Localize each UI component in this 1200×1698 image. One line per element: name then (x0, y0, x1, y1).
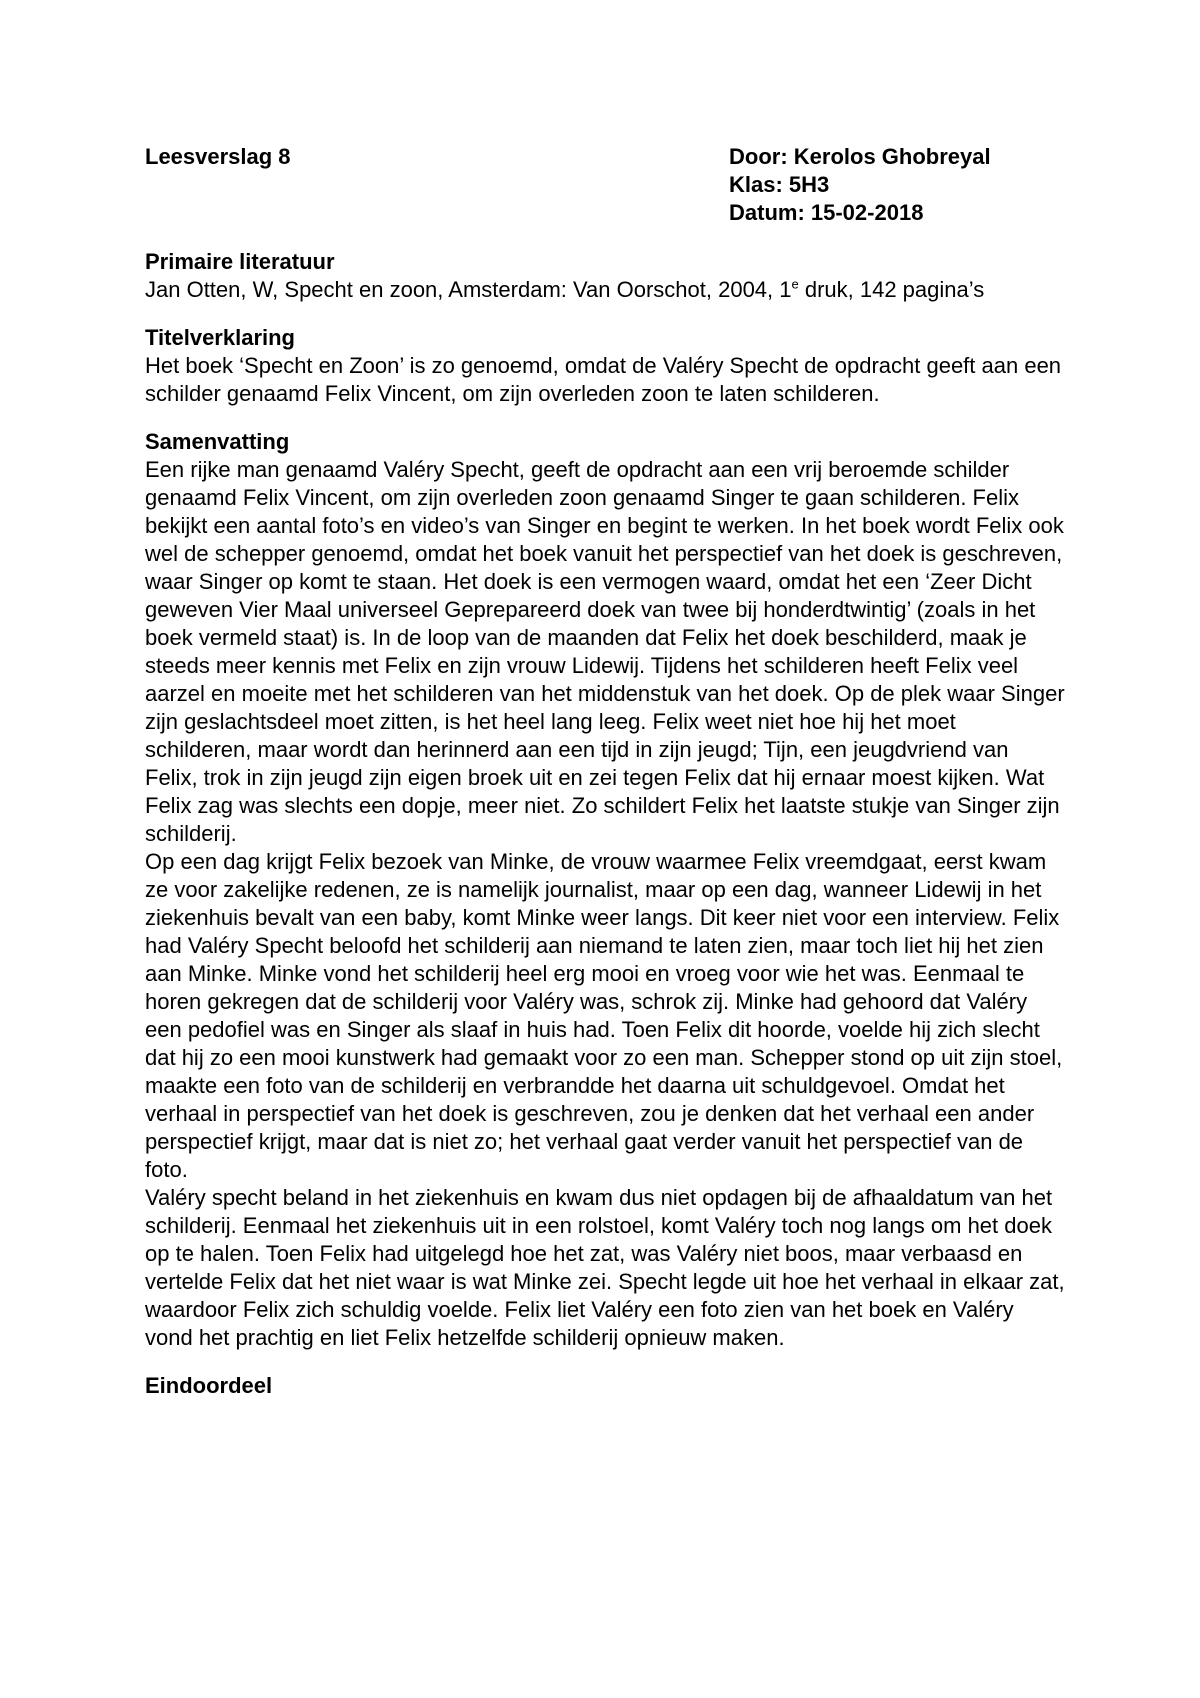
date-line: Datum: 15-02-2018 (729, 200, 924, 225)
summary-heading: Samenvatting (145, 429, 290, 454)
summary-paragraph: Op een dag krijgt Felix bezoek van Minke, de vrouw waarmee Felix vreemdgaat, eerst kwam ze voor zakelijke redenen, ze is namelijk journalist, maar op een dag, wanneer Lidewij in het ziekenhuis bevalt van een baby, komt Minke weer langs. Dit keer niet voor een interview. Felix had Valéry Specht beloofd het schilderij aan niemand te laten zien, maar toch liet hij het zien aan Minke. Minke vond het schilderij heel erg mooi en vroeg voor wie het was. Eenmaal te horen gekregen dat de schilderij voor Valéry was, schrok zij. Minke had gehoord dat Valéry een pedofiel was en Singer als slaaf in huis had. Toen Felix dit hoorde, voelde hij zich slecht dat hij zo een mooi kunstwerk had gemaakt voor zo een man. Schepper stond op uit zijn stoel, maakte een foto van de schilderij en verbrandde het daarna uit schuldgevoel. Omdat het verhaal in perspectief van het doek is geschreven, zou je denken dat het verhaal een ander perspectief krijgt, maar dat is niet zo; het verhaal gaat verder vanuit het perspectief van de foto. (145, 849, 1063, 1182)
document-header (145, 143, 1065, 228)
primary-literature-heading: Primaire literatuur (145, 249, 335, 274)
title-explanation-heading: Titelverklaring (145, 325, 295, 350)
citation-text-end: druk, 142 pagina’s (798, 277, 985, 302)
title-explanation-section (145, 324, 1065, 408)
title-explanation-text: Het boek ‘Specht en Zoon’ is zo genoemd, omdat de Valéry Specht de opdracht geeft aan een schilder genaamd Felix Vincent, om zijn overleden zoon te laten schilderen. (145, 353, 1062, 406)
final-verdict-section (145, 1372, 1065, 1400)
final-verdict-heading: Eindoordeel (145, 1373, 273, 1398)
document-meta (729, 143, 991, 227)
primary-literature-text (145, 276, 1065, 304)
summary-paragraph: Valéry specht beland in het ziekenhuis en kwam dus niet opdagen bij de afhaaldatum van het schilderij. Eenmaal het ziekenhuis uit in een rolstoel, komt Valéry toch nog langs om het doek op te halen. Toen Felix had uitgelegd hoe het zat, was Valéry niet boos, maar verbaasd en vertelde Felix dat het niet waar is wat Minke zei. Specht legde uit hoe het verhaal in elkaar zat, waardoor Felix zich schuldig voelde. Felix liet Valéry een foto zien van het boek en Valéry vond het prachtig en liet Felix hetzelfde schilderij opnieuw maken. (145, 1185, 1065, 1350)
author-line: Door: Kerolos Ghobreyal (729, 144, 991, 169)
summary-section (145, 428, 1065, 1352)
document-page (145, 143, 1065, 1400)
edition-superscript: e (791, 276, 799, 292)
class-line: Klas: 5H3 (729, 172, 830, 197)
primary-literature-section (145, 248, 1065, 304)
summary-paragraph: Een rijke man genaamd Valéry Specht, geeft de opdracht aan een vrij beroemde schilder genaamd Felix Vincent, om zijn overleden zoon genaamd Singer te gaan schilderen. Felix bekijkt een aantal foto’s en video’s van Singer en begint te werken. In het boek wordt Felix ook wel de schepper genoemd, omdat het boek vanuit het perspectief van het doek is geschreven, waar Singer op komt te staan. Het doek is een vermogen waard, omdat het een ‘Zeer Dicht geweven Vier Maal universeel Geprepareerd doek van twee bij honderdtwintig’ (zoals in het boek vermeld staat) is. In de loop van de maanden dat Felix het doek beschilderd, maak je steeds meer kennis met Felix en zijn vrouw Lidewij. Tijdens het schilderen heeft Felix veel aarzel en moeite met het schilderen van het middenstuk van het doek. Op de plek waar Singer zijn geslachtsdeel moet zitten, is het heel lang leeg. Felix weet niet hoe hij het moet schilderen, maar wordt dan herinnerd aan een tijd in zijn jeugd; Tijn, een jeugdvriend van Felix, trok in zijn jeugd zijn eigen broek uit en zei tegen Felix dat hij ernaar moest kijken. Wat Felix zag was slechts een dopje, meer niet. Zo schildert Felix het laatste stukje van Singer zijn schilderij. (145, 457, 1065, 846)
document-title: Leesverslag 8 (145, 144, 291, 169)
citation-text: Jan Otten, W, Specht en zoon, Amsterdam: Van Oorschot, 2004, 1 (145, 277, 792, 302)
